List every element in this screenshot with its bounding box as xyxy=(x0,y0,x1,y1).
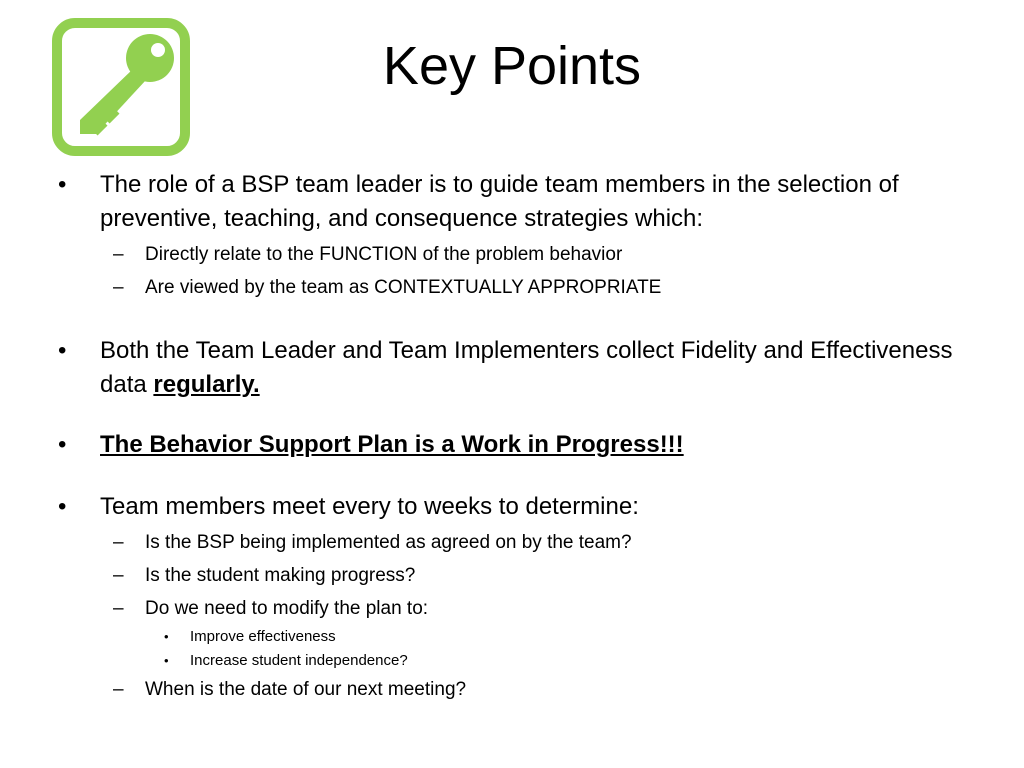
emphasis-text: regularly. xyxy=(153,371,260,398)
dash-marker: – xyxy=(113,679,124,700)
sub-list-item xyxy=(58,526,988,559)
bullet-marker: • xyxy=(58,337,67,364)
dash-marker: – xyxy=(113,277,124,298)
sub-sub-item-text: Improve effectiveness xyxy=(190,628,336,645)
bullet-marker: • xyxy=(58,171,67,198)
slide-title: Key Points xyxy=(382,36,642,96)
sub-sub-item-text: Increase student independence? xyxy=(190,652,408,669)
bullet-text: Both the Team Leader and Team Implementers collect Fidelity and Effectiveness data xyxy=(100,337,953,398)
sub-item-text: Directly relate to the FUNCTION of the problem behavior xyxy=(145,244,623,265)
sub-sub-list-item xyxy=(58,649,988,673)
sub-item-text: Is the BSP being implemented as agreed on by the team? xyxy=(145,532,632,553)
sub-item-text: Do we need to modify the plan to: xyxy=(145,598,429,619)
bullet-list xyxy=(58,168,988,706)
list-item xyxy=(58,428,988,462)
dash-marker: – xyxy=(113,598,124,619)
dash-marker: – xyxy=(113,565,124,586)
bullet-marker: • xyxy=(58,431,67,458)
sub-item-text: When is the date of our next meeting? xyxy=(145,679,467,700)
sub-item-text: Are viewed by the team as CONTEXTUALLY APPROPRIATE xyxy=(145,277,662,298)
sub-list-item xyxy=(58,559,988,592)
bullet-marker: • xyxy=(58,493,67,520)
sub-list-item xyxy=(58,592,988,625)
list-item xyxy=(58,490,988,524)
sub-list-item xyxy=(58,271,988,304)
dash-marker: – xyxy=(113,244,124,265)
dash-marker: – xyxy=(113,532,124,553)
bullet-text: The role of a BSP team leader is to guide team members in the selection of preventive, teaching, and consequence strategies which: xyxy=(100,171,899,232)
bullet-text: Team members meet every to weeks to determine: xyxy=(100,493,639,520)
bullet-marker: • xyxy=(164,653,169,668)
sub-list-item xyxy=(58,673,988,706)
sub-list-item xyxy=(58,238,988,271)
sub-sub-list-item xyxy=(58,625,988,649)
list-item xyxy=(58,334,988,402)
emphasis-text: The Behavior Support Plan is a Work in Progress!!! xyxy=(100,431,684,458)
list-item xyxy=(58,168,988,236)
bullet-marker: • xyxy=(164,629,169,644)
sub-item-text: Is the student making progress? xyxy=(145,565,416,586)
